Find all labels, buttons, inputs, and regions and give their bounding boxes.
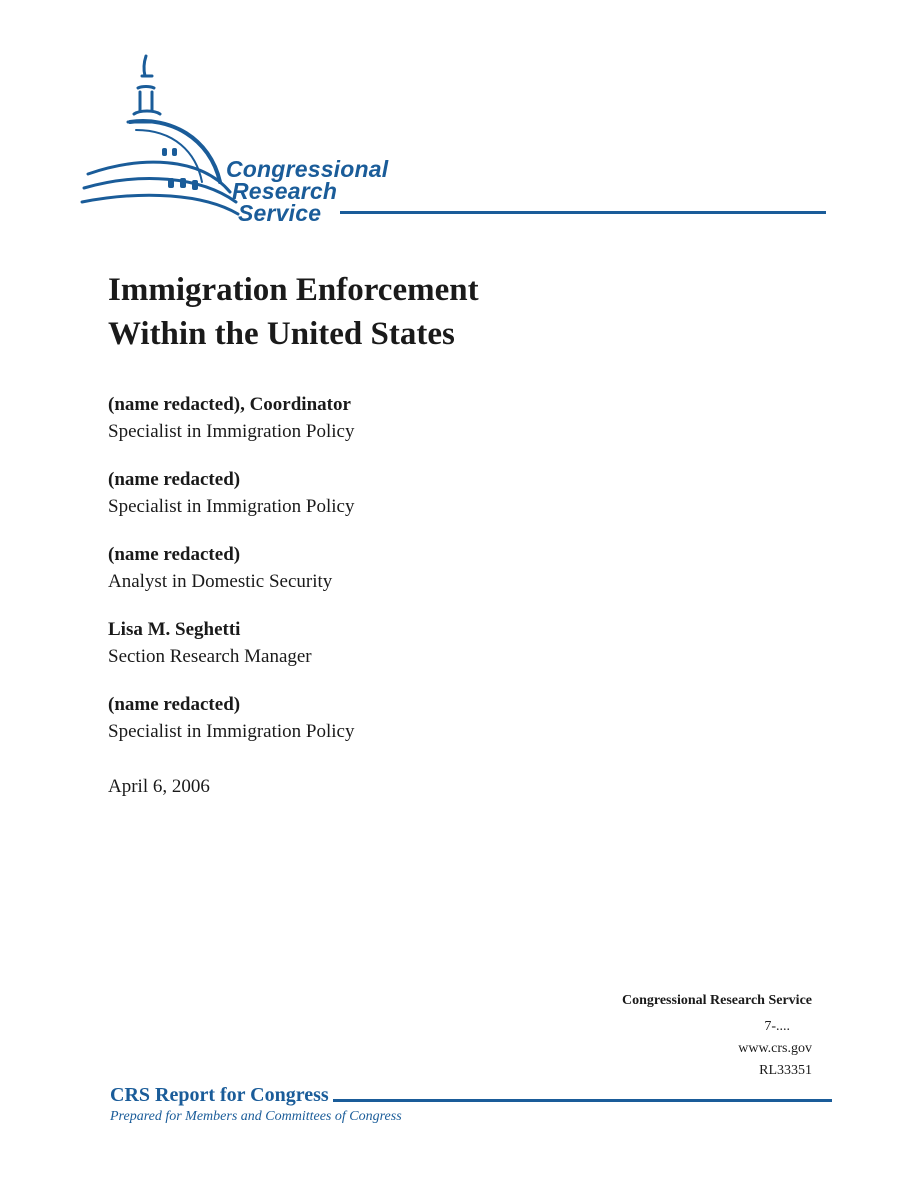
author-role: Specialist in Immigration Policy (108, 421, 355, 442)
report-footer (110, 1084, 830, 1125)
author-role: Analyst in Domestic Security (108, 571, 333, 592)
logo-divider-line (340, 211, 826, 214)
crs-name: Congressional Research Service (621, 993, 812, 1008)
author-role: Section Research Manager (108, 646, 312, 667)
author-role: Specialist in Immigration Policy (108, 721, 355, 742)
crs-logo (80, 52, 840, 227)
logo-word-research: Research (232, 178, 338, 204)
author-entry (108, 542, 708, 617)
footer-subtitle: Prepared for Members and Committees of Congress (110, 1109, 402, 1124)
author-list (108, 392, 708, 767)
footer-title: CRS Report for Congress (110, 1084, 333, 1107)
logo-word-service: Service (238, 200, 322, 226)
logo-word-congressional: Congressional (226, 156, 389, 182)
crs-info-block (622, 990, 812, 1082)
author-entry (108, 392, 708, 467)
author-name: (name redacted), Coordinator (108, 394, 351, 415)
author-name: Lisa M. Seghetti (108, 619, 241, 640)
report-date: April 6, 2006 (108, 776, 210, 797)
author-name: (name redacted) (108, 469, 241, 490)
crs-code: 7-.... (764, 1019, 790, 1034)
author-entry (108, 692, 708, 767)
report-title-line-1: Immigration Enforcement (108, 272, 479, 308)
report-title-line-2: Within the United States (108, 316, 455, 352)
report-title (108, 268, 479, 356)
report-number: RL33351 (759, 1063, 812, 1078)
author-entry (108, 467, 708, 542)
author-name: (name redacted) (108, 694, 241, 715)
author-role: Specialist in Immigration Policy (108, 496, 355, 517)
author-entry (108, 617, 708, 692)
crs-website-link[interactable]: www.crs.gov (738, 1041, 812, 1056)
author-name: (name redacted) (108, 544, 241, 565)
